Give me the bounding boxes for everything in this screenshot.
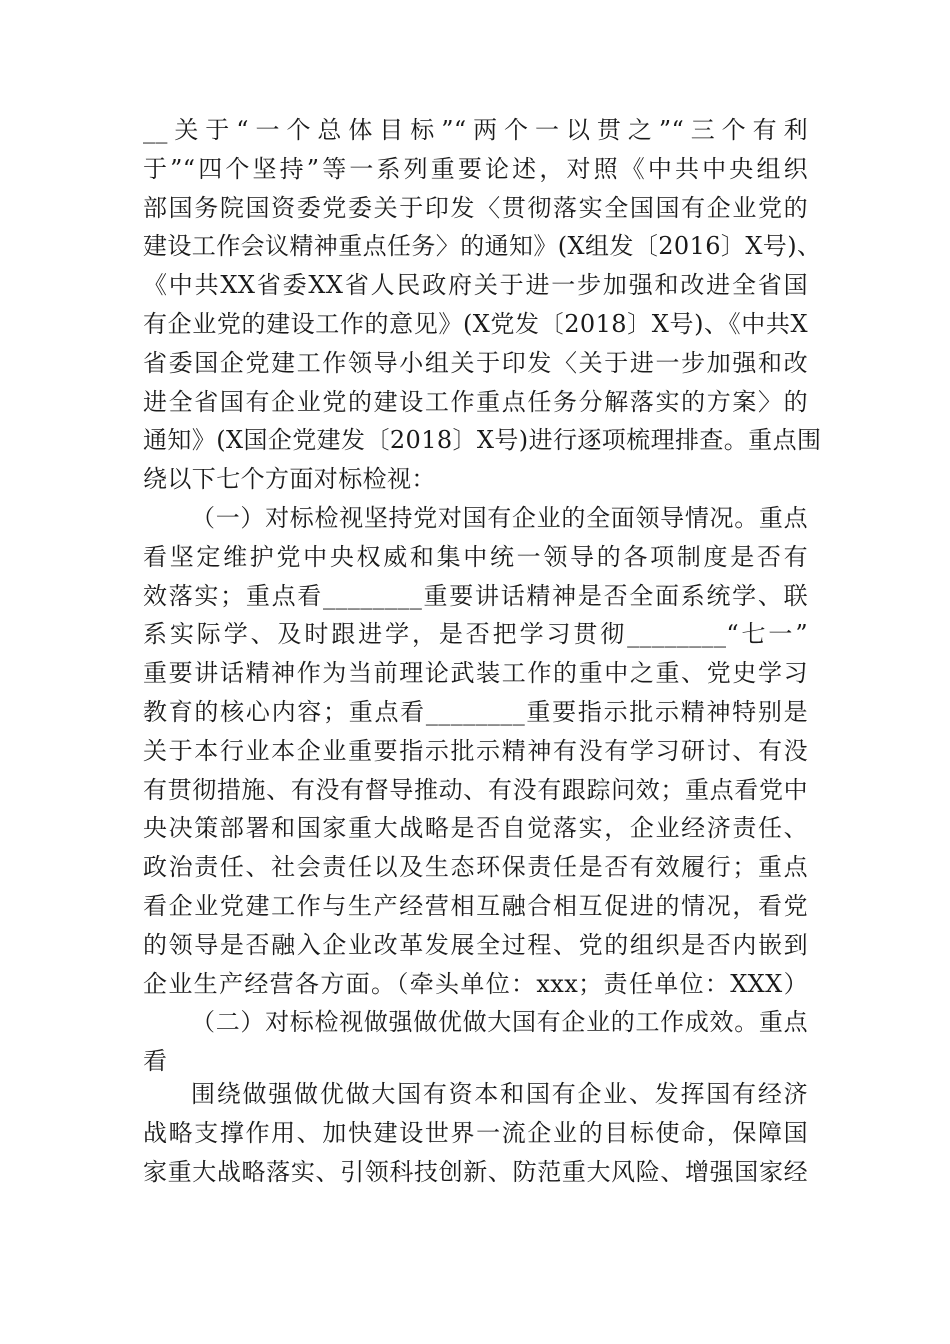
text-line: 《中共XX省委XX省人民政府关于进一步加强和改进全省国	[143, 271, 808, 300]
text-line: 企业生产经营各方面。（牵头单位：xxx；责任单位：XXX）	[143, 969, 808, 998]
text-line: 通知》(X国企党建发〔2018〕X号)进行逐项梳理排查。重点围	[143, 426, 822, 455]
text-line: 系实际学、及时跟进学，是否把学习贯彻________“七一”	[143, 620, 808, 649]
text-line: 围绕做强做优做大国有资本和国有企业、发挥国有经济	[191, 1080, 808, 1108]
text-line: __关于“一个总体目标”“两个一以贯之”“三个有利	[143, 116, 808, 144]
text-line: 进全省国有企业党的建设工作重点任务分解落实的方案〉的	[143, 387, 808, 416]
text-line: 看	[143, 1047, 168, 1076]
text-block-1	[143, 111, 822, 1081]
text-line: 看坚定维护党中央权威和集中统一领导的各项制度是否有	[143, 542, 808, 571]
text-line: （二）对标检视做强做优做大国有企业的工作成效。重点	[191, 1008, 808, 1037]
text-line: 于”“四个坚持”等一系列重要论述，对照《中共中央组织	[143, 154, 808, 183]
text-line: 战略支撑作用、加快建设世界一流企业的目标使命，保障国	[143, 1118, 808, 1147]
text-block-2	[143, 1075, 808, 1191]
text-line: （一）对标检视坚持党对国有企业的全面领导情况。重点	[191, 503, 808, 532]
text-line: 的领导是否融入企业改革发展全过程、党的组织是否内嵌到	[143, 930, 808, 959]
text-line: 效落实；重点看________重要讲话精神是否全面系统学、联	[143, 581, 808, 610]
text-line: 家重大战略落实、引领科技创新、防范重大风险、增强国家经	[143, 1157, 808, 1186]
text-line: 教育的核心内容；重点看________重要指示批示精神特别是	[143, 697, 808, 726]
text-line: 有企业党的建设工作的意见》(X党发〔2018〕X号)、《中共X	[143, 309, 808, 338]
text-line: 关于本行业本企业重要指示批示精神有没有学习研讨、有没	[143, 736, 808, 765]
text-line: 有贯彻措施、有没有督导推动、有没有跟踪问效；重点看党中	[143, 775, 808, 804]
text-line: 部国务院国资委党委关于印发〈贯彻落实全国国有企业党的	[143, 193, 808, 222]
text-line: 央决策部署和国家重大战略是否自觉落实，企业经济责任、	[143, 814, 808, 843]
text-line: 建设工作会议精神重点任务〉的通知》(X组发〔2016〕X号)、	[143, 232, 822, 261]
text-line: 省委国企党建工作领导小组关于印发〈关于进一步加强和改	[143, 348, 808, 377]
text-line: 看企业党建工作与生产经营相互融合相互促进的情况，看党	[143, 891, 808, 920]
text-line: 政治责任、社会责任以及生态环保责任是否有效履行；重点	[143, 853, 808, 882]
text-line: 重要讲话精神作为当前理论武装工作的重中之重、党史学习	[143, 659, 808, 688]
text-line: 绕以下七个方面对标检视：	[143, 465, 436, 494]
